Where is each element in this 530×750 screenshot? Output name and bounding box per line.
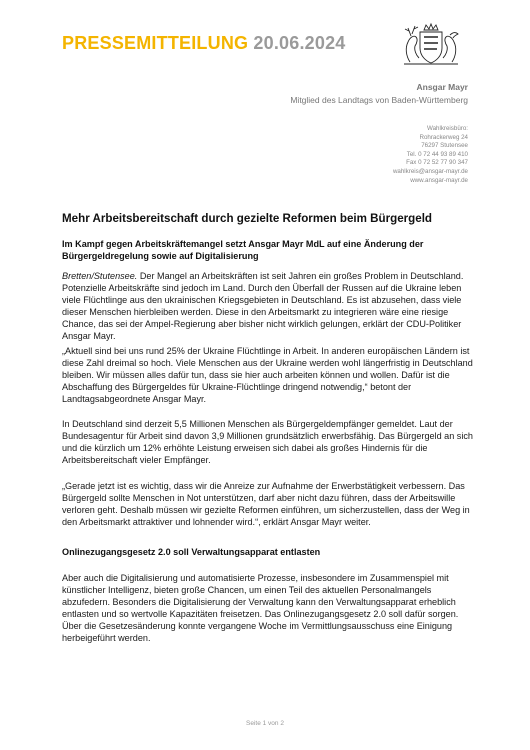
- headline: Mehr Arbeitsbereitschaft durch gezielte Reformen beim Bürgergeld: [62, 212, 433, 225]
- press-release-title: [62, 33, 346, 54]
- paragraph-1-text: Der Mangel an Arbeitskräften ist seit Jahren ein großes Problem in Deutschland. Potenzielle Arbeitskräfte sind jedoch im Land. Durch den Überfall der Russen auf die Ukraine leben viele Flüchtlinge aus den ukrainischen Kriegsgebieten in Deutschland. Es ist abzusehen, dass viele dieser Menschen hierbleiben werden. Diese in den Arbeitsmarkt zu integrieren wäre eine riesige Chance, das sei der Ampel-Regierung aber bisher nicht wirklich gelungen, erklärt der CDU-Politiker Ansgar Mayr.: [62, 271, 464, 341]
- coat-of-arms-icon: [396, 22, 466, 68]
- office-city: 76297 Stutensee: [421, 142, 468, 150]
- dateline-location: Bretten/Stutensee.: [62, 271, 138, 281]
- paragraph-1: [62, 270, 473, 342]
- paragraph-2: „Aktuell sind bei uns rund 25% der Ukraine Flüchtlinge in Arbeit. In anderen europäischen Ländern ist diese Zahl dreimal so hoch. Viele Menschen aus der Ukraine werden wohl längerfristig in Deutschland bleiben. Wir müssen alles dafür tun, dass sie hier auch arbeiten können und wollen. Dafür ist die Abschaffung des Bürgergeldes für Ukraine-Flüchtlinge dringend notwendig,“ betont der Landtagsabgeordnete Ansgar Mayr.: [62, 346, 473, 404]
- paragraph-3: In Deutschland sind derzeit 5,5 Millionen Menschen als Bürgergeldempfänger gemeldet. Laut der Bundesagentur für Arbeit sind davon 3,9 Millionen grundsätzlich erwerbsfähig. Das Bürgergeld an sich und die kürzlich um 12% erhöhte Leistung erweisen sich dabei als großes Hindernis für die Arbeitsbereitschaft vieler Empfänger.: [62, 419, 473, 465]
- sender-block: [290, 82, 468, 105]
- office-website[interactable]: www.ansgar-mayr.de: [410, 176, 468, 184]
- paragraph-4: „Gerade jetzt ist es wichtig, dass wir die Anreize zur Aufnahme der Erwerbstätigkeit verbessern. Das Bürgergeld sollte Menschen in Not unterstützen, darf aber nicht dazu führen, dass der Arbeitswille verloren geht. Deshalb müssen wir gezielte Reformen einführen, um sicherzustellen, dass der Weg in den Arbeitsmarkt attraktiver und lohnender wird.“, erklärt Ansgar Mayr weiter.: [62, 481, 470, 527]
- office-fax: Fax 0 72 52 77 90 347: [406, 159, 468, 167]
- office-label: Wahlkreisbüro:: [426, 125, 468, 132]
- press-release-date: 20.06.2024: [253, 33, 346, 53]
- office-street: Rohrackerweg 24: [419, 133, 468, 141]
- office-contact: [393, 125, 468, 185]
- paragraph-5: Aber auch die Digitalisierung und automatisierte Prozesse, insbesondere im Zusammenspiel mit künstlicher Intelligenz, bieten große Chancen, um einen Teil des aktuellen Personalmangels abzufedern. Besonders die Digitalisierung der Verwaltung kann den Verwaltungsapparat erheblich entlasten und so wertvolle Kapazitäten freisetzen. Das Onlinezugangsgesetz 2.0 soll dafür sorgen. Über die Gesetzesänderung konnte vergangene Woche im Vermittlungsausschuss eine Einigung herbeigeführt werden.: [62, 573, 459, 643]
- sender-role: Mitglied des Landtags von Baden-Württemberg: [290, 95, 468, 105]
- page-number: Seite 1 von 2: [246, 720, 284, 727]
- press-release-label: PRESSEMITTEILUNG: [62, 33, 249, 53]
- sender-name: Ansgar Mayr: [416, 82, 468, 92]
- subheadline: Im Kampf gegen Arbeitskräftemangel setzt Ansgar Mayr MdL auf eine Änderung der Bürgergeldregelung sowie auf Digitalisierung: [62, 239, 424, 261]
- office-email[interactable]: wahlkreis@ansgar-mayr.de: [392, 167, 468, 175]
- office-phone: Tel. 0 72 44 93 89 410: [406, 150, 468, 158]
- section-heading-onlinezugangsgesetz: Onlinezugangsgesetz 2.0 soll Verwaltungsapparat entlasten: [62, 547, 321, 557]
